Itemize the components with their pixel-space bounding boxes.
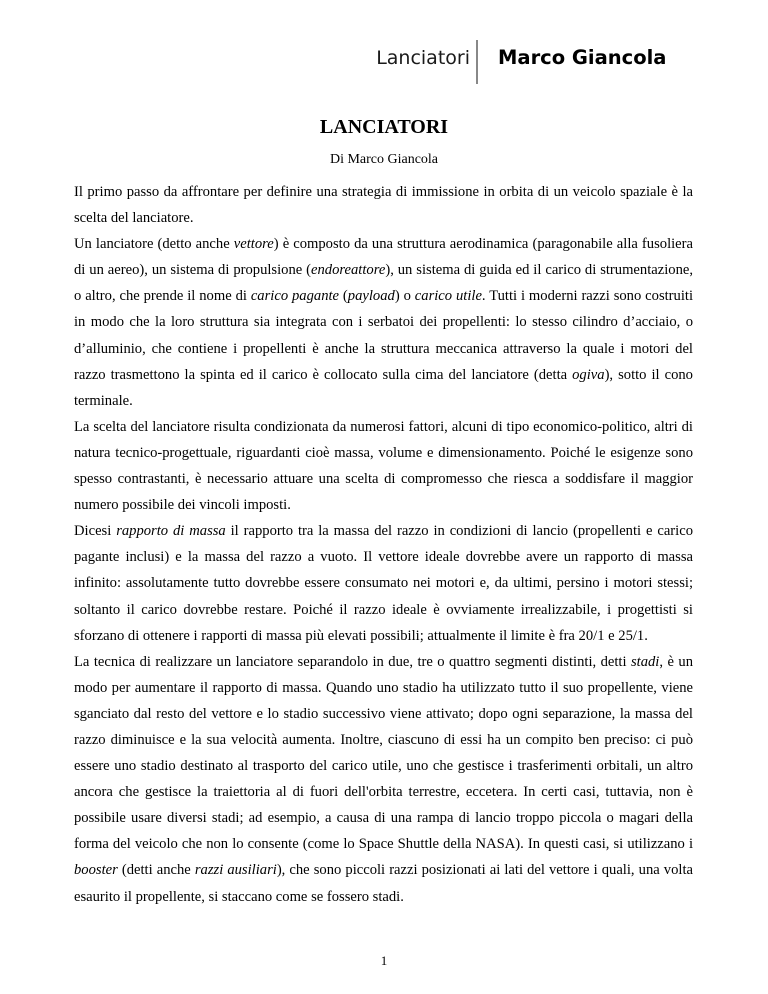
document-title: LANCIATORI: [319, 116, 449, 138]
paragraph-launcher-choice: La scelta del lanciatore risulta condizionata da numerosi fattori, alcuni di tipo economico-politico, altri di natura tecnico-progettuale, riguardanti cioè massa, volume e dimensionamento. Poiché le esigenze sono spesso contrastanti, è necessario attuare una scelta di compromesso che riesca a soddisfare il maggior numero possibile dei vincoli imposti.: [74, 418, 693, 514]
paragraph-stages: La tecnica di realizzare un lanciatore separandolo in due, tre o quattro segmenti distinti, detti stadi, è un modo per aumentare il rapporto di massa. Quando uno stadio ha utilizzato tutto il suo propellente, viene sganciato dal resto del vettore e lo stadio successivo viene attivato; dopo ogni separazione, la massa del razzo diminuisce e la sua velocità aumenta. Inoltre, ciascuno di essi ha un compito ben preciso: ci può essere uno stadio destinato al trasporto del carico utile, uno che gestisce i trasferimenti orbitali, un altro ancora che gestisce la traiettoria al di fuori dell'orbita terrestre, eccetera. In certi casi, tuttavia, non è possibile usare diversi stadi; ad esempio, a causa di una rampa di lancio troppo piccola o magari della forma del veicolo che non lo consente (come lo Space Shuttle della NASA). In questi casi, si utilizzano i booster (detti anche razzi ausiliari), che sono piccoli razzi posizionati ai lati del vettore i quali, una volta esaurito il propellente, si staccano come se fossero stadi.: [74, 653, 693, 905]
header-document-title: Lanciatori: [376, 47, 470, 69]
paragraph-launcher-definition: Un lanciatore (detto anche vettore) è composto da una struttura aerodinamica (paragonabile alla fusoliera di un aereo), un sistema di propulsione (endoreattore), un sistema di guida ed il carico di strumentazione, o altro, che prende il nome di carico pagante (payload) o carico utile. Tutti i moderni razzi sono costruiti in modo che la loro struttura sia integrata con i serbatoi dei propellenti: lo stesso cilindro d’acciaio, o d’alluminio, che contiene i propellenti è anche la struttura meccanica attraverso la quale i motori del razzo trasmettono la spinta ed il carico è collocato sulla cima del lanciatore (detta ogiva), sotto il cono terminale.: [74, 236, 693, 409]
document-body: [74, 179, 693, 910]
header-divider: [476, 40, 478, 84]
document-byline: Di Marco Giancola: [329, 152, 439, 167]
paragraph-mass-ratio: Dicesi rapporto di massa il rapporto tra la massa del razzo in condizioni di lancio (propellenti e carico pagante inclusi) e la massa del razzo a vuoto. Il vettore ideale dovrebbe avere un rapporto di massa infinito: assolutamente tutto dovrebbe essere consumato nei motori e, da ultimi, persino i motori stessi; soltanto il carico dovrebbe restare. Poiché il razzo ideale è ovviamente irrealizzabile, i progettisti si sforzano di ottenere i rapporti di massa più elevati possibili; attualmente il limite è fra 20/1 e 25/1.: [74, 523, 693, 644]
header-author-name: Marco Giancola: [498, 46, 667, 69]
page-number: 1: [380, 953, 388, 968]
paragraph-intro: Il primo passo da affrontare per definire una strategia di immissione in orbita di un veicolo spaziale è la scelta del lanciatore.: [74, 184, 693, 227]
